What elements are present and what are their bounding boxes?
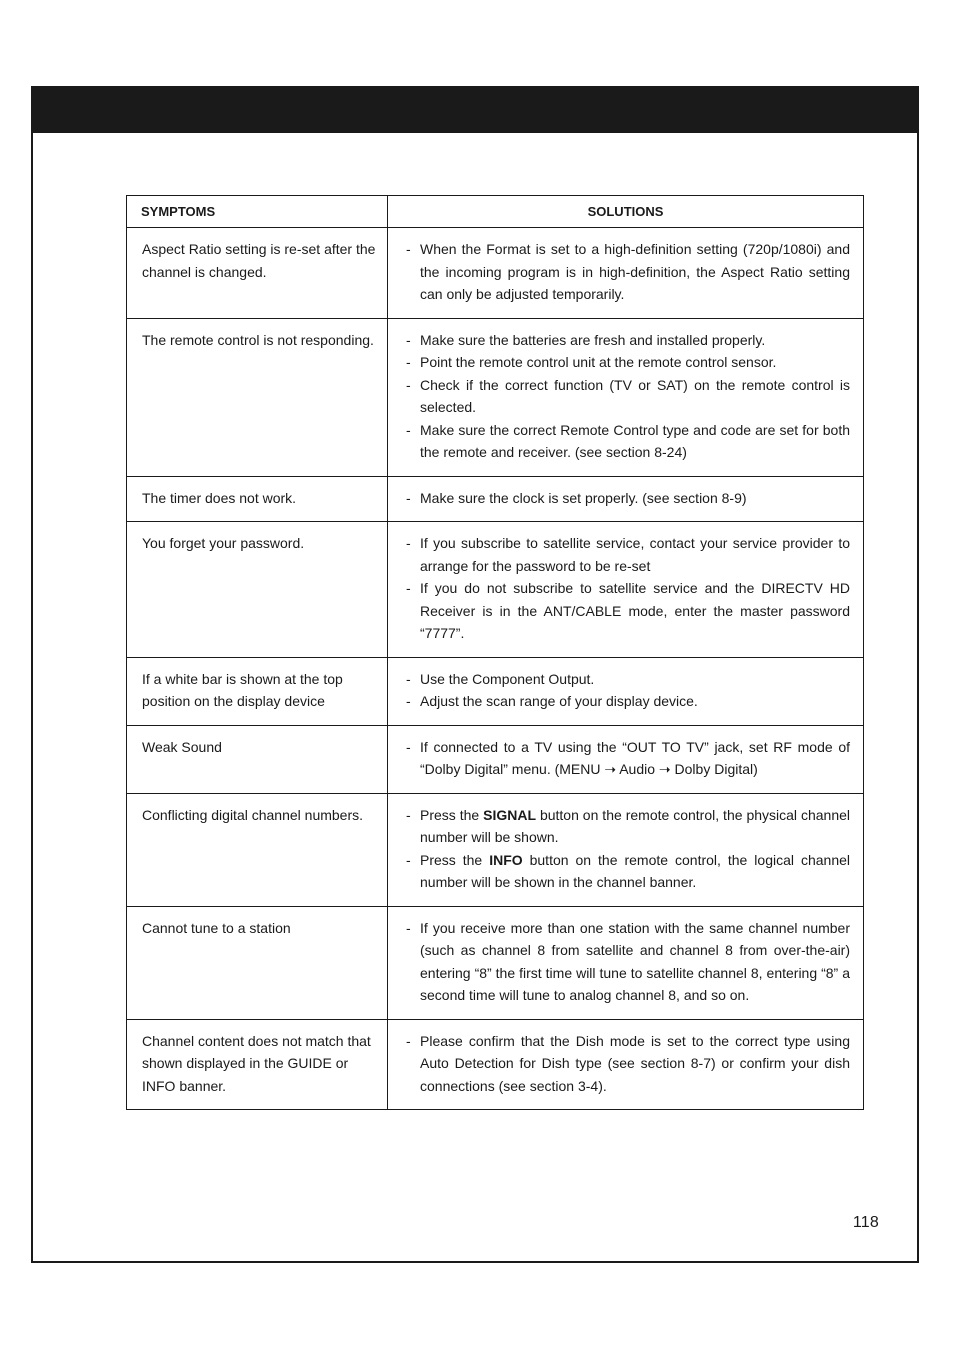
solution-list bbox=[404, 329, 850, 464]
solution-item: - If connected to a TV using the “OUT TO TV” jack, set RF mode of “Dolby Digital” menu. (MENU ➝ Audio ➝ Dolby Digital) bbox=[404, 736, 850, 781]
troubleshooting-table bbox=[126, 195, 864, 1110]
button-name: INFO bbox=[489, 851, 523, 868]
solution-cell bbox=[388, 476, 864, 522]
solution-cell bbox=[388, 228, 864, 319]
table-row bbox=[127, 318, 864, 476]
symptom-cell: Channel content does not match that shown displayed in the GUIDE or INFO banner. bbox=[127, 1019, 388, 1110]
solution-list bbox=[404, 668, 850, 713]
symptom-cell: Weak Sound bbox=[127, 725, 388, 793]
header-bar bbox=[33, 88, 917, 133]
solution-item: - Point the remote control unit at the remote control sensor. bbox=[404, 351, 850, 374]
symptom-cell: Conflicting digital channel numbers. bbox=[127, 793, 388, 906]
symptom-cell: You forget your password. bbox=[127, 522, 388, 658]
solution-text: Press the bbox=[420, 806, 484, 823]
table-row bbox=[127, 657, 864, 725]
table-row bbox=[127, 1019, 864, 1110]
table-body bbox=[127, 228, 864, 1110]
solution-cell bbox=[388, 522, 864, 658]
solution-item: - If you receive more than one station with the same channel number (such as channel 8 from satellite and channel 8 from over-the-air) entering “8” the first time will tune to satellite channel 8, entering “8” a second time will tune to analog channel 8, and so on. bbox=[404, 917, 850, 1007]
solution-text: Press the bbox=[420, 851, 490, 868]
solution-item bbox=[404, 849, 850, 894]
table-row bbox=[127, 522, 864, 658]
symptom-cell: The remote control is not responding. bbox=[127, 318, 388, 476]
solution-item: - Please confirm that the Dish mode is set to the correct type using Auto Detection for Dish type (see section 8-7) or confirm your dish connections (see section 3-4). bbox=[404, 1030, 850, 1098]
solution-cell bbox=[388, 793, 864, 906]
symptoms-header: SYMPTOMS bbox=[127, 196, 388, 228]
solution-cell bbox=[388, 906, 864, 1019]
solution-item: - Check if the correct function (TV or SAT) on the remote control is selected. bbox=[404, 374, 850, 419]
symptom-cell: The timer does not work. bbox=[127, 476, 388, 522]
solution-list bbox=[404, 487, 850, 510]
solutions-header: SOLUTIONS bbox=[388, 196, 864, 228]
symptom-cell: If a white bar is shown at the top position on the display device bbox=[127, 657, 388, 725]
solution-item: - If you do not subscribe to satellite service and the DIRECTV HD Receiver is in the ANT/CABLE mode, enter the master password “7777”. bbox=[404, 577, 850, 645]
solution-list bbox=[404, 532, 850, 645]
solution-list bbox=[404, 736, 850, 781]
solution-text: button on the remote control, the logical channel number will be shown in the channel banner. bbox=[420, 851, 851, 890]
symptom-cell: Cannot tune to a station bbox=[127, 906, 388, 1019]
table-header-row bbox=[127, 196, 864, 228]
solution-item: - Adjust the scan range of your display device. bbox=[404, 690, 850, 713]
table-row bbox=[127, 793, 864, 906]
button-name: SIGNAL bbox=[483, 806, 537, 823]
solution-list bbox=[404, 1030, 850, 1098]
symptom-cell: Aspect Ratio setting is re-set after the channel is changed. bbox=[127, 228, 388, 319]
solution-item: - If you subscribe to satellite service, contact your service provider to arrange for the password to be re-set bbox=[404, 532, 850, 577]
table-row bbox=[127, 906, 864, 1019]
table-row bbox=[127, 725, 864, 793]
solution-cell bbox=[388, 657, 864, 725]
solution-item bbox=[404, 804, 850, 849]
table-row bbox=[127, 228, 864, 319]
solution-cell bbox=[388, 1019, 864, 1110]
solution-item: - Make sure the correct Remote Control type and code are set for both the remote and receiver. (see section 8-24) bbox=[404, 419, 850, 464]
solution-cell bbox=[388, 318, 864, 476]
table-row bbox=[127, 476, 864, 522]
solution-item: - Use the Component Output. bbox=[404, 668, 850, 691]
solution-cell bbox=[388, 725, 864, 793]
solution-item: - Make sure the batteries are fresh and installed properly. bbox=[404, 329, 850, 352]
solution-list bbox=[404, 804, 850, 894]
solution-list bbox=[404, 917, 850, 1007]
solution-list bbox=[404, 238, 850, 306]
solution-item: - When the Format is set to a high-definition setting (720p/1080i) and the incoming program is in high-definition, the Aspect Ratio setting can only be adjusted temporarily. bbox=[404, 238, 850, 306]
solution-item: - Make sure the clock is set properly. (see section 8-9) bbox=[404, 487, 850, 510]
solution-text: button on the remote control, the physical channel number will be shown. bbox=[420, 806, 851, 845]
page-number: 118 bbox=[852, 1214, 879, 1231]
